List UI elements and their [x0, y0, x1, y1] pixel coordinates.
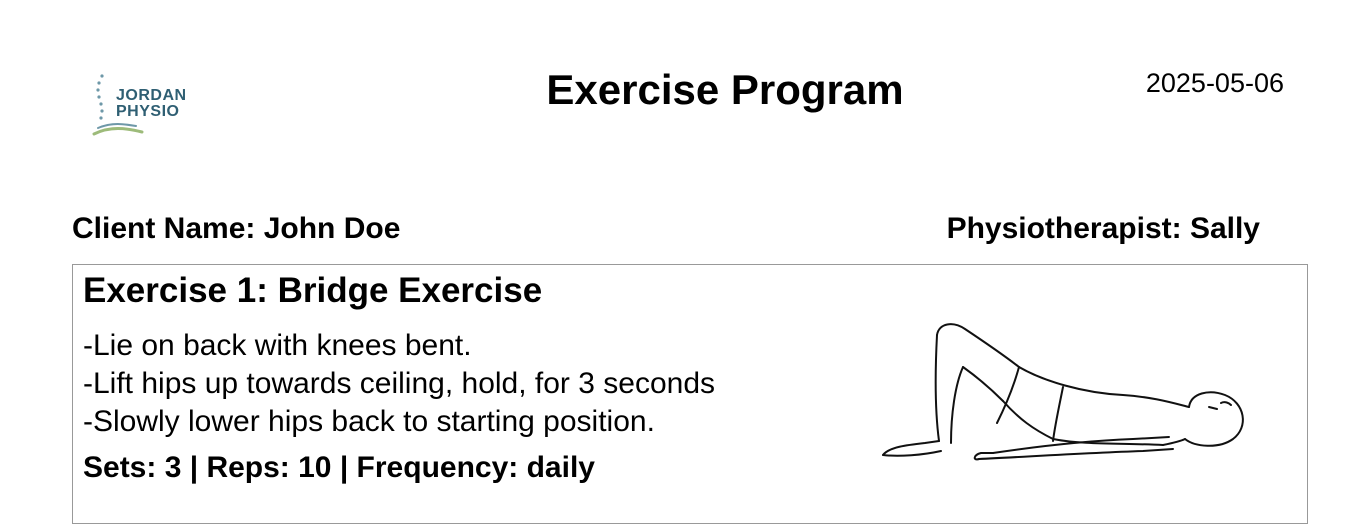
- page-title: Exercise Program: [546, 66, 904, 113]
- client-name: Client Name: John Doe: [72, 212, 401, 245]
- instruction-step: -Lift hips up towards ceiling, hold, for 3 seconds: [83, 367, 716, 400]
- logo-text-line1: JORDAN: [116, 87, 187, 104]
- exercise-title: Exercise 1: Bridge Exercise: [83, 271, 543, 310]
- program-date: 2025-05-06: [1145, 68, 1284, 98]
- instruction-step: -Slowly lower hips back to starting position.: [83, 405, 655, 438]
- instruction-step: -Lie on back with knees bent.: [83, 329, 472, 362]
- exercise-instructions: [83, 327, 715, 441]
- bridge-exercise-illustration-icon: [873, 315, 1253, 475]
- exercise-card: [72, 264, 1308, 524]
- logo-text-line2: PHYSIO: [116, 103, 180, 120]
- exercise-parameters: Sets: 3 | Reps: 10 | Frequency: daily: [83, 451, 595, 484]
- physiotherapist-name: Physiotherapist: Sally: [946, 212, 1260, 245]
